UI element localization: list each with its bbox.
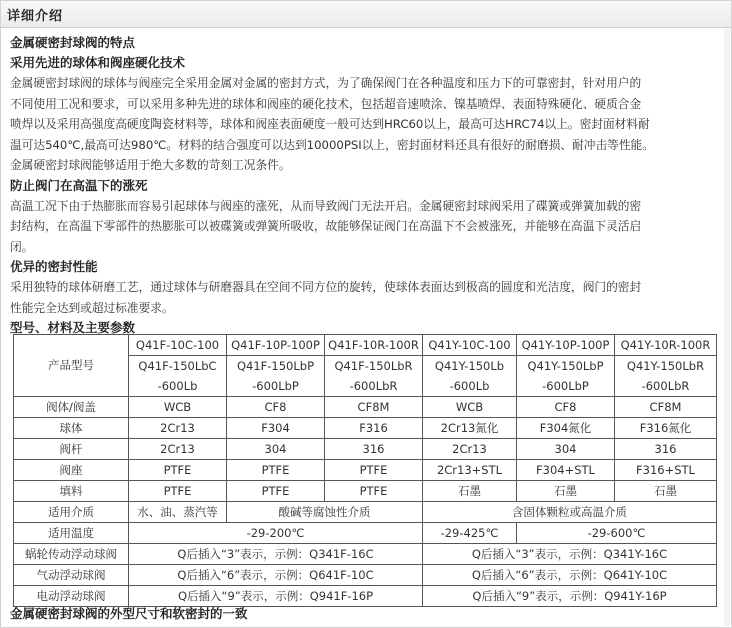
table-cell: 水、油、蒸汽等 [129,502,227,523]
paragraph-line: 闭。 [10,239,34,254]
table-header-cell: 适用温度 [14,523,129,544]
table-cell: 304 [227,439,325,460]
section-heading: 金属硬密封球阀的外型尺寸和软密封的一致 [10,606,248,621]
table-cell: WCB [129,397,227,418]
table-row [14,565,717,586]
table-cell: 2Cr13 [423,439,517,460]
table-cell: 石墨 [615,481,717,502]
table-cell: 2Cr13 [129,418,227,439]
table-cell: 含固体颗粒或高温介质 [423,502,717,523]
section-heading: 采用先进的球体和阀座硬化技术 [10,55,186,70]
table-row [14,544,717,565]
table-header-cell: 适用介质 [14,502,129,523]
table-cell: Q41F-150LbC -600Lb [129,356,227,397]
table-cell: CF8 [517,397,615,418]
table-cell: PTFE [325,481,423,502]
table-row [14,418,717,439]
table-cell: F316 [325,418,423,439]
table-cell: -29-200℃ [129,523,423,544]
table-cell: PTFE [227,460,325,481]
table-header-cell: 气动浮动球阀 [14,565,129,586]
table-cell: CF8M [615,397,717,418]
table-cell: Q后插入“3”表示，示例：Q341F-16C [129,544,423,565]
paragraph-line: 高温工况下由于热膨胀而容易引起球体与阀座的涨死，从而导致阀门无法开启。金属硬密封球阀采用了碟簧或弹簧加载的密 [10,198,642,213]
table-cell: Q后插入“6”表示，示例：Q641Y-10C [423,565,717,586]
table-cell: 石墨 [517,481,615,502]
table-row [14,335,717,356]
table-cell: PTFE [129,481,227,502]
table-cell: F304+STL [517,460,615,481]
table-header-cell: 电动浮动球阀 [14,586,129,607]
table-cell: F316氮化 [615,418,717,439]
table-cell: CF8 [227,397,325,418]
table-cell: -29-600℃ [517,523,717,544]
table-cell: Q41F-150LbP -600LbP [227,356,325,397]
paragraph-line: 采用独特的球体研磨工艺，通过球体与研磨器具在空间不同方位的旋转，使球体表面达到极高的圆度和光洁度，阀门的密封 [10,280,642,294]
table-cell: 2Cr13+STL [423,460,517,481]
table-cell: Q后插入“9”表示，示例：Q941Y-16P [423,586,717,607]
table-cell: F316+STL [615,460,717,481]
scrollbar[interactable] [724,28,730,626]
table-cell: 316 [325,439,423,460]
table-row [14,502,717,523]
table-cell: Q后插入“9”表示，示例：Q941F-16P [129,586,423,607]
table-cell: -29-425℃ [423,523,517,544]
section-heading: 防止阀门在高温下的涨死 [10,177,148,193]
table-cell: CF8M [325,397,423,418]
table-header-cell: 阀体/阀盖 [14,397,129,418]
table-row [14,523,717,544]
table-cell: Q41Y-150Lb -600Lb [423,356,517,397]
table-row [14,397,717,418]
table-cell: Q41Y-10R-100R [615,335,717,356]
paragraph-line: 金属硬密封球阀能够适用于绝大多数的苛刻工况条件。 [10,158,291,172]
table-cell: 2Cr13氮化 [423,418,517,439]
table-header-cell: 填料 [14,481,129,502]
table-cell: 316 [615,439,717,460]
table-cell: PTFE [227,481,325,502]
table-cell: Q后插入“6”表示，示例：Q641F-10C [129,565,423,586]
table-cell: Q后插入“3”表示，示例：Q341Y-16C [423,544,717,565]
table-cell: WCB [423,397,517,418]
table-cell: F304氮化 [517,418,615,439]
table-row [14,481,717,502]
table-cell: Q41Y-150LbP -600LbP [517,356,615,397]
paragraph-line: 性能完全达到或超过标准要求。 [10,300,174,315]
paragraph-line: 喷焊以及采用高强度高硬度陶瓷材料等，球体和阀座表面硬度一般可达到HRC60以上，最高可达HRC74以上。密封面材料耐 [10,117,650,131]
paragraph-line: 金属硬密封球阀的球体与阀座完全采用金属对金属的密封方式，为了确保阀门在各种温度和压力下的可靠密封，针对用户的 [10,76,642,90]
paragraph-line: 温可达540℃,最高可达980℃。材料的结合强度可以达到10000PSI以上，密封面材料还具有很好的耐磨损、耐冲击等性能。 [10,137,654,152]
spec-table [13,334,717,607]
panel-title: 详细介绍 [7,9,64,24]
table-cell: Q41Y-10C-100 [423,335,517,356]
table-cell: 酸碱等腐蚀性介质 [227,502,423,523]
section-heading: 型号、材料及主要参数 [10,320,136,335]
table-row [14,460,717,481]
description-content [10,33,720,338]
panel-header [1,1,731,28]
table-cell: Q41F-150LbR -600LbR [325,356,423,397]
table-cell: Q41Y-10P-100P [517,335,615,356]
table-header-cell: 阀座 [14,460,129,481]
table-cell: 304 [517,439,615,460]
table-cell: 2Cr13 [129,439,227,460]
table-header-cell: 球体 [14,418,129,439]
section-heading: 优异的密封性能 [10,259,98,274]
table-header-cell: 阀杆 [14,439,129,460]
paragraph-line: 不同使用工况和要求，可以采用多种先进的球体和阀座的硬化技术，包括超音速喷涂、镍基喷焊、表面特殊硬化、硬质合金 [10,96,642,111]
table-header-cell: 产品型号 [14,335,129,397]
paragraph-line: 封结构，在高温下零部件的热膨胀可以被碟簧或弹簧所吸收，故能够保证阀门在高温下不会被涨死，并能够在高温下灵活启 [10,219,642,233]
table-cell: PTFE [325,460,423,481]
table-cell: Q41F-10C-100 [129,335,227,356]
table-cell: Q41F-10R-100R [325,335,423,356]
table-header-cell: 蜗轮传动浮动球阀 [14,544,129,565]
table-cell: Q41F-10P-100P [227,335,325,356]
section-heading: 金属硬密封球阀的特点 [10,35,136,50]
table-cell: 石墨 [423,481,517,502]
table-cell: PTFE [129,460,227,481]
table-row [14,439,717,460]
table-cell: F304 [227,418,325,439]
table-cell: Q41Y-150LbR -600LbR [615,356,717,397]
